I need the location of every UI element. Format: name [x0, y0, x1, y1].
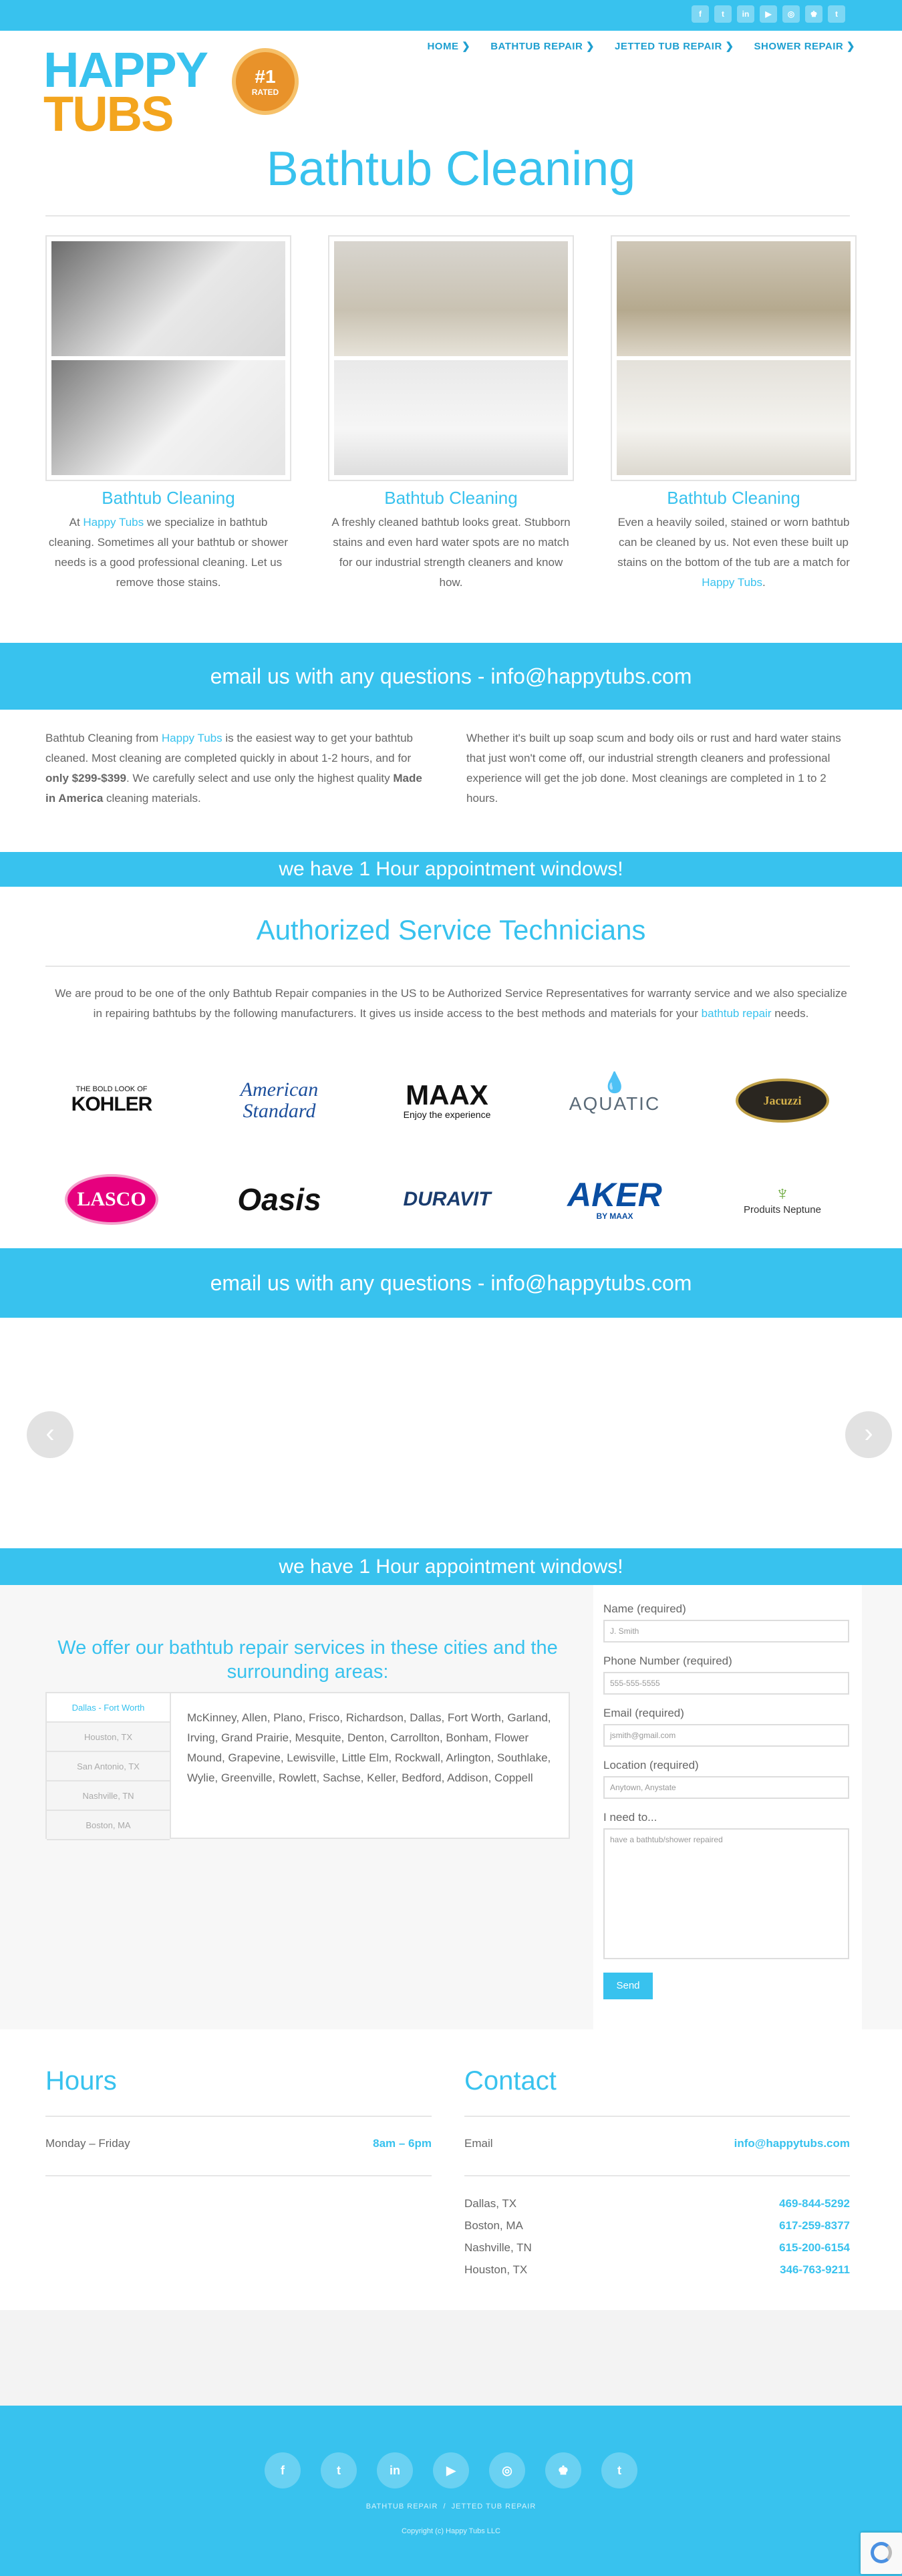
jacuzzi-logo: Jacuzzi [712, 1070, 853, 1131]
card-1-text: At Happy Tubs we specialize in bathtub cleaning. Sometimes all your bathtub or shower needs is a good professional cleaning. Let us remove those stains. [48, 516, 289, 589]
site-logo[interactable] [43, 41, 304, 142]
location-label: Location (required) [603, 1759, 699, 1771]
nav-shower-repair[interactable]: SHOWER REPAIR ❯ [754, 41, 855, 52]
contact-email-link[interactable]: info@happytubs.com [734, 2137, 850, 2150]
contact-email-label: Email [464, 2137, 493, 2150]
contact-email-row [464, 2137, 850, 2150]
facebook-icon[interactable]: f [265, 2452, 301, 2488]
linkedin-icon[interactable]: in [737, 5, 754, 23]
nav-bathtub-repair[interactable]: BATHTUB REPAIR ❯ [490, 41, 595, 52]
phone-row: Nashville, TN 615-200-6154 [464, 2241, 850, 2263]
tab-boston[interactable]: Boston, MA [47, 1811, 170, 1840]
appointment-band-2: we have 1 Hour appointment windows! [0, 1548, 902, 1585]
tab-nashville[interactable]: Nashville, TN [47, 1781, 170, 1811]
maax-logo: MAAX Enjoy the experience [403, 1079, 491, 1120]
lasco-logo: LASCO [41, 1169, 182, 1230]
need-label: I need to... [603, 1811, 657, 1824]
recaptcha-badge[interactable] [861, 2533, 902, 2574]
card-3-image [611, 235, 857, 481]
youtube-icon[interactable]: ▶ [760, 5, 777, 23]
hours-divider [45, 2116, 432, 2117]
recaptcha-icon [871, 2542, 892, 2563]
tab-houston[interactable]: Houston, TX [47, 1723, 170, 1752]
send-button[interactable]: Send [603, 1973, 653, 1999]
card-1-title: Bathtub Cleaning [102, 488, 235, 508]
contact-divider [464, 2116, 850, 2117]
phone-link[interactable]: 617-259-8377 [779, 2219, 850, 2232]
yelp-icon[interactable]: ♚ [545, 2452, 581, 2488]
about-right: Whether it's built up soap scum and body oils or rust and hard water stains that just won't come off, our industrial strength cleaners and professional experience will get the job done. Most cleanings are completed in 1 to 2 hours. [466, 732, 841, 805]
email-band[interactable]: email us with any questions - info@happytubs.com [0, 643, 902, 710]
hours-time: 8am – 6pm [373, 2137, 432, 2150]
rated-badge [232, 48, 299, 115]
tab-dallas-fort-worth[interactable]: Dallas - Fort Worth [47, 1693, 170, 1723]
kohler-logo: THE BOLD LOOK OF KOHLER [71, 1085, 152, 1115]
card-1-brand-link[interactable]: Happy Tubs [83, 516, 144, 529]
instagram-icon[interactable]: ◎ [489, 2452, 525, 2488]
nav-jetted-tub-repair[interactable]: JETTED TUB REPAIR ❯ [615, 41, 734, 52]
email-input[interactable]: jsmith@gmail.com [603, 1724, 849, 1747]
testimonial-slider [0, 1318, 902, 1548]
twitter-icon[interactable]: t [714, 5, 732, 23]
about-left: Bathtub Cleaning from Happy Tubs is the easiest way to get your bathtub cleaned. Most cleaning are completed quickly in about 1-2 hours, and for only $299-$399. We carefully select and use only the highest quality Made in America cleaning materials. [45, 732, 422, 805]
card-1-image [45, 235, 291, 481]
aker-logo: AKER BY MAAX [567, 1176, 662, 1221]
footer [0, 2406, 902, 2576]
email-band-2[interactable]: email us with any questions - info@happytubs.com [0, 1248, 902, 1318]
title-divider [45, 215, 850, 217]
hours-title: Hours [45, 2066, 117, 2096]
logo-tubs: TUBS [43, 86, 173, 142]
phone-row: Houston, TX 346-763-9211 [464, 2263, 850, 2285]
footer-links[interactable]: BATHTUB REPAIR / JETTED TUB REPAIR [365, 2502, 537, 2511]
cities-tabs [45, 1692, 570, 1839]
phone-list [464, 2197, 850, 2285]
after-photo [51, 360, 285, 475]
name-input[interactable]: J. Smith [603, 1620, 849, 1642]
after-photo [617, 360, 851, 475]
contact-divider-2 [464, 2175, 850, 2176]
card-2-title: Bathtub Cleaning [384, 488, 518, 508]
before-photo [51, 241, 285, 356]
after-photo [334, 360, 568, 475]
authorized-title: Authorized Service Technicians [256, 914, 646, 946]
location-input[interactable]: Anytown, Anystate [603, 1776, 849, 1799]
cities-title: We offer our bathtub repair services in these cities and the surrounding areas: [57, 1637, 558, 1683]
authorized-divider [45, 966, 850, 967]
phone-input[interactable]: 555-555-5555 [603, 1672, 849, 1695]
slider-prev-button[interactable]: ‹ [27, 1411, 73, 1458]
top-bar [0, 0, 902, 31]
card-3-title: Bathtub Cleaning [667, 488, 800, 508]
card-3-text: Even a heavily soiled, stained or worn bathtub can be cleaned by us. Not even these built up stains on the bottom of the tub are a match for Happy Tubs. [617, 516, 850, 589]
badge-number: #1 [255, 66, 276, 87]
hours-row [45, 2137, 432, 2150]
footer-social-links [0, 2452, 902, 2488]
page-title: Bathtub Cleaning [266, 142, 636, 196]
name-label: Name (required) [603, 1602, 686, 1615]
aquatic-logo: 💧 AQUATIC [569, 1072, 661, 1114]
card-2 [328, 235, 574, 593]
before-photo [334, 241, 568, 356]
badge-text: RATED [251, 88, 279, 97]
slider-next-button[interactable]: › [845, 1411, 892, 1458]
nav-home[interactable]: HOME ❯ [427, 41, 471, 52]
contact-title: Contact [464, 2066, 557, 2096]
footer-copyright: Copyright (c) Happy Tubs LLC [402, 2527, 500, 2535]
american-standard-logo: American Standard [240, 1079, 319, 1122]
youtube-icon[interactable]: ▶ [433, 2452, 469, 2488]
top-social-links [692, 5, 845, 23]
card-1 [45, 235, 291, 593]
linkedin-icon[interactable]: in [377, 2452, 413, 2488]
before-photo [617, 241, 851, 356]
authorized-text: We are proud to be one of the only Bathtub Repair companies in the US to be Authorized Service Representatives for warranty service and we also specialize in repairing bathtubs by the following manufacturers. It gives us inside access to the best methods and materials for your bathtub repair needs. [55, 987, 847, 1020]
brand-link[interactable]: Happy Tubs [161, 732, 222, 744]
need-textarea[interactable]: have a bathtub/shower repaired [603, 1828, 849, 1959]
tumblr-icon[interactable]: t [828, 5, 845, 23]
phone-link[interactable]: 346-763-9211 [780, 2263, 850, 2276]
bathtub-repair-link[interactable]: bathtub repair [701, 1007, 772, 1020]
tab-san-antonio[interactable]: San Antonio, TX [47, 1752, 170, 1781]
phone-row: Dallas, TX 469-844-5292 [464, 2197, 850, 2219]
duravit-logo: DURAVIT [403, 1188, 491, 1210]
main-nav [427, 40, 855, 52]
phone-link[interactable]: 615-200-6154 [779, 2241, 850, 2254]
tumblr-icon[interactable]: t [601, 2452, 637, 2488]
email-label: Email (required) [603, 1707, 684, 1719]
card-2-image [328, 235, 574, 481]
card-3 [611, 235, 857, 593]
oasis-logo: Oasis [237, 1182, 321, 1217]
card-2-text: A freshly cleaned bathtub looks great. Stubborn stains and even hard water spots are no match for our industrial strength cleaners and know how. [331, 516, 571, 589]
hours-divider-2 [45, 2175, 432, 2176]
instagram-icon[interactable]: ◎ [782, 5, 800, 23]
logo-happy: HAPPY [43, 42, 207, 98]
yelp-icon[interactable]: ♚ [805, 5, 822, 23]
phone-label: Phone Number (required) [603, 1655, 732, 1667]
card-3-brand-link[interactable]: Happy Tubs [702, 576, 762, 589]
city-list: McKinney, Allen, Plano, Frisco, Richardson, Dallas, Fort Worth, Garland, Irving, Grand Prairie, Mesquite, Denton, Carrollton, Bonham, Flower Mound, Grapevine, Lewisville, Little Elm, Rockwall, Arlington, Southlake, Wylie, Greenville, Rowlett, Sachse, Keller, Bedford, Addison, Coppell [187, 1711, 551, 1784]
city-tab-list [47, 1693, 171, 1838]
contact-form [603, 1602, 849, 1999]
phone-row: Boston, MA 617-259-8377 [464, 2219, 850, 2241]
produits-neptune-logo: ♆ Produits Neptune [744, 1182, 821, 1215]
twitter-icon[interactable]: t [321, 2452, 357, 2488]
appointment-band: we have 1 Hour appointment windows! [0, 852, 902, 887]
phone-link[interactable]: 469-844-5292 [779, 2197, 850, 2210]
hours-day: Monday – Friday [45, 2137, 130, 2150]
facebook-icon[interactable]: f [692, 5, 709, 23]
